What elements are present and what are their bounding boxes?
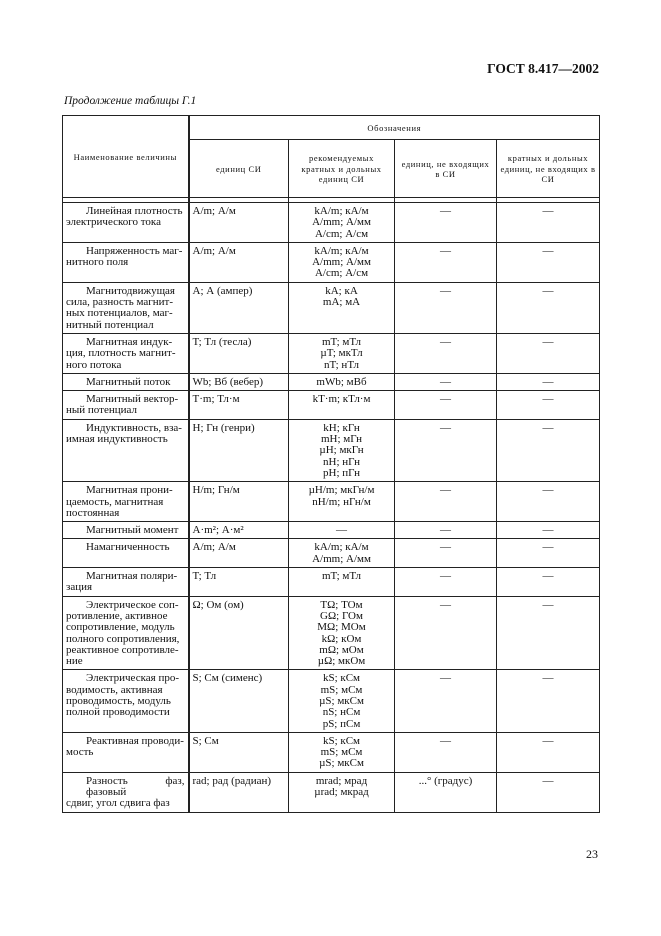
- quantity-name-line: Магнитный поток: [86, 375, 171, 388]
- quantity-name-line: нитного поля: [66, 256, 129, 269]
- quantity-name-line: Электрическое соп-: [86, 598, 179, 611]
- non-si-unit-cell: —: [395, 539, 497, 568]
- quantity-name-cell: [63, 522, 189, 539]
- non-si-multiple-cell: —: [497, 419, 600, 481]
- recommended-units-cell: [289, 419, 395, 481]
- recommended-unit: nH; нГн: [323, 455, 360, 468]
- recommended-units-cell: [289, 732, 395, 772]
- quantity-name-line: ных потенциалов, маг-: [66, 307, 173, 320]
- quantity-name-line: Индуктивность, вза-: [86, 421, 182, 434]
- recommended-unit: A/mm; А/мм: [312, 552, 371, 565]
- si-unit-cell: S; См: [189, 732, 289, 772]
- recommended-unit: nS; нСм: [322, 706, 361, 719]
- recommended-unit: kH; кГн: [323, 421, 360, 434]
- header-quantity-name: Наименование величины: [63, 116, 189, 198]
- si-unit-cell: A; А (ампер): [189, 282, 289, 333]
- quantity-name-line: ция, плотность магнит-: [66, 347, 176, 360]
- recommended-units-cell: [289, 391, 395, 420]
- recommended-unit: µH/m; мкГн/м: [308, 484, 375, 497]
- quantity-name-cell: [63, 373, 189, 390]
- quantity-name-line: Магнитная поляри-: [86, 570, 178, 583]
- header-non-si-units: единиц, не входящих в СИ: [395, 140, 497, 198]
- recommended-unit: µΩ; мкОм: [317, 655, 366, 668]
- recommended-unit: kA/m; кА/м: [314, 541, 369, 554]
- recommended-units-cell: [289, 242, 395, 282]
- recommended-unit: pH; пГн: [323, 466, 360, 479]
- table-row: [63, 522, 600, 539]
- recommended-unit: µS; мкСм: [319, 694, 364, 707]
- quantity-name-line: полного сопротивления,: [66, 632, 180, 645]
- recommended-unit: A/mm; А/мм: [312, 216, 371, 229]
- table-row: [63, 391, 600, 420]
- recommended-unit: mT; мТл: [321, 570, 362, 583]
- quantity-name-line: Намагниченность: [86, 541, 170, 554]
- non-si-multiple-cell: —: [497, 482, 600, 522]
- quantity-name-cell: [63, 242, 189, 282]
- non-si-multiple-cell: —: [497, 242, 600, 282]
- recommended-units-cell: [289, 282, 395, 333]
- si-unit-cell: T; Тл: [189, 568, 289, 597]
- units-table: [62, 115, 600, 813]
- quantity-name-line: водимость, активная: [66, 683, 163, 696]
- quantity-name-line: зация: [66, 581, 93, 594]
- recommended-units-cell: [289, 373, 395, 390]
- table-row: [63, 333, 600, 373]
- non-si-multiple-cell: —: [497, 670, 600, 732]
- quantity-name-line: Электрическая про-: [86, 672, 180, 685]
- table-row: [63, 419, 600, 481]
- document-header: ГОСТ 8.417—2002: [487, 61, 599, 76]
- table-row: [63, 539, 600, 568]
- quantity-name-line: ного потока: [66, 358, 122, 371]
- si-unit-cell: H/m; Гн/м: [189, 482, 289, 522]
- si-unit-cell: T; Тл (тесла): [189, 333, 289, 373]
- table-row: [63, 242, 600, 282]
- recommended-unit: TΩ; ТОм: [320, 598, 363, 611]
- quantity-name-cell: [63, 391, 189, 420]
- recommended-unit: nT; нТл: [324, 358, 359, 371]
- recommended-unit: kS; кСм: [322, 672, 361, 685]
- non-si-multiple-cell: —: [497, 282, 600, 333]
- non-si-multiple-cell: —: [497, 333, 600, 373]
- recommended-units-cell: [289, 568, 395, 597]
- quantity-name-cell: [63, 732, 189, 772]
- recommended-unit: —: [336, 524, 347, 537]
- page-number: 23: [586, 847, 598, 861]
- quantity-name-cell: [63, 482, 189, 522]
- recommended-unit: µT; мкТл: [320, 347, 363, 360]
- quantity-name-line: сдвиг, угол сдвига фаз: [66, 797, 170, 810]
- quantity-name-line: Магнитный вектор-: [86, 393, 179, 406]
- non-si-unit-cell: —: [395, 391, 497, 420]
- quantity-name-line: электрического тока: [66, 216, 161, 229]
- non-si-unit-cell: —: [395, 482, 497, 522]
- non-si-unit-cell: —: [395, 419, 497, 481]
- quantity-name-cell: [63, 539, 189, 568]
- table-row: [63, 596, 600, 670]
- non-si-unit-cell: —: [395, 596, 497, 670]
- si-unit-cell: S; См (сименс): [189, 670, 289, 732]
- si-unit-cell: A/m; А/м: [189, 242, 289, 282]
- non-si-unit-cell: —: [395, 670, 497, 732]
- header-non-si-multiples: кратных и дольных единиц, не входящих в СИ: [497, 140, 600, 198]
- recommended-unit: mS; мСм: [320, 683, 363, 696]
- non-si-multiple-cell: —: [497, 772, 600, 812]
- quantity-name-cell: [63, 670, 189, 732]
- quantity-name-line: Линейная плотность: [86, 205, 183, 217]
- quantity-name-cell: [63, 568, 189, 597]
- quantity-name-line: реактивное сопротивле-: [66, 643, 179, 656]
- quantity-name-line: полной проводимости: [66, 706, 170, 719]
- table-caption: Продолжение таблицы Г.1: [64, 95, 197, 107]
- quantity-name-cell: [63, 419, 189, 481]
- quantity-name-cell: [63, 772, 189, 812]
- si-unit-cell: A·m²; А·м²: [189, 522, 289, 539]
- recommended-unit: A/cm; А/см: [314, 267, 369, 280]
- quantity-name-cell: [63, 203, 189, 243]
- non-si-unit-cell: —: [395, 732, 497, 772]
- quantity-name-line: цаемость, магнитная: [66, 495, 164, 508]
- si-unit-cell: Wb; Вб (вебер): [189, 373, 289, 390]
- recommended-unit: mT; мТл: [321, 335, 362, 348]
- recommended-unit: kA/m; кА/м: [314, 205, 369, 217]
- recommended-unit: mΩ; мОм: [319, 643, 364, 656]
- recommended-units-cell: [289, 772, 395, 812]
- quantity-name-line: Магнитный момент: [86, 524, 179, 537]
- table-row: [63, 282, 600, 333]
- non-si-multiple-cell: —: [497, 732, 600, 772]
- non-si-unit-cell: —: [395, 203, 497, 243]
- quantity-name-line: мость: [66, 746, 94, 759]
- quantity-name-line: Разность фаз, фазовый: [86, 774, 185, 799]
- quantity-name-line: постоянная: [66, 506, 120, 519]
- table-row: [63, 772, 600, 812]
- table-row: [63, 203, 600, 243]
- recommended-units-cell: [289, 539, 395, 568]
- table-row: [63, 568, 600, 597]
- header-recommended-units: рекомендуемых кратных и дольных единиц СИ: [289, 140, 395, 198]
- non-si-unit-cell: —: [395, 242, 497, 282]
- recommended-unit: mrad; мрад: [315, 774, 368, 787]
- non-si-multiple-cell: —: [497, 391, 600, 420]
- recommended-unit: µrad; мкрад: [314, 786, 369, 799]
- recommended-units-cell: [289, 670, 395, 732]
- non-si-unit-cell: —: [395, 373, 497, 390]
- table-row: [63, 670, 600, 732]
- recommended-unit: GΩ; ГОм: [320, 609, 363, 622]
- recommended-unit: µH; мкГн: [319, 444, 364, 457]
- non-si-multiple-cell: —: [497, 539, 600, 568]
- recommended-unit: kA/m; кА/м: [314, 244, 369, 257]
- non-si-unit-cell: ...° (градус): [395, 772, 497, 812]
- si-unit-cell: Ω; Ом (ом): [189, 596, 289, 670]
- non-si-multiple-cell: —: [497, 203, 600, 243]
- quantity-name-line: ный потенциал: [66, 404, 137, 417]
- non-si-unit-cell: —: [395, 568, 497, 597]
- non-si-unit-cell: —: [395, 333, 497, 373]
- quantity-name-cell: [63, 333, 189, 373]
- non-si-multiple-cell: —: [497, 373, 600, 390]
- recommended-unit: kA; кА: [325, 284, 358, 297]
- recommended-unit: mS; мСм: [320, 746, 363, 759]
- non-si-multiple-cell: —: [497, 568, 600, 597]
- quantity-name-line: сопротивление, модуль: [66, 621, 175, 634]
- si-unit-cell: A/m; А/м: [189, 203, 289, 243]
- non-si-multiple-cell: —: [497, 522, 600, 539]
- recommended-units-cell: [289, 333, 395, 373]
- recommended-unit: kS; кСм: [322, 734, 361, 747]
- quantity-name-line: ние: [66, 655, 83, 668]
- recommended-unit: mA; мА: [322, 296, 361, 309]
- quantity-name-cell: [63, 282, 189, 333]
- si-unit-cell: T·m; Тл·м: [189, 391, 289, 420]
- recommended-unit: kΩ; кОм: [321, 632, 362, 645]
- non-si-unit-cell: —: [395, 282, 497, 333]
- recommended-unit: A/cm; А/см: [314, 227, 369, 240]
- recommended-units-cell: [289, 482, 395, 522]
- non-si-unit-cell: —: [395, 522, 497, 539]
- recommended-unit: A/mm; А/мм: [312, 256, 371, 269]
- quantity-name-line: Реактивная проводи-: [86, 734, 184, 747]
- quantity-name-line: ротивление, активное: [66, 609, 168, 622]
- header-designations: Обозначения: [189, 116, 600, 140]
- quantity-name-line: Магнитная прони-: [86, 484, 173, 497]
- table-row: [63, 732, 600, 772]
- quantity-name-line: имная индуктивность: [66, 433, 168, 446]
- recommended-unit: MΩ; МОм: [317, 621, 366, 634]
- recommended-unit: mH; мГн: [320, 433, 363, 446]
- table-row: [63, 482, 600, 522]
- recommended-unit: pS; пСм: [322, 717, 361, 730]
- header-si-units: единиц СИ: [189, 140, 289, 198]
- table-row: [63, 373, 600, 390]
- quantity-name-line: Магнитная индук-: [86, 335, 173, 348]
- quantity-name-line: Напряженность маг-: [86, 244, 183, 257]
- recommended-unit: µS; мкСм: [319, 757, 364, 770]
- quantity-name-line: проводимость, модуль: [66, 694, 171, 707]
- quantity-name-line: сила, разность магнит-: [66, 296, 174, 309]
- si-unit-cell: H; Гн (генри): [189, 419, 289, 481]
- recommended-unit: kT·m; кТл·м: [312, 393, 371, 406]
- recommended-units-cell: [289, 596, 395, 670]
- quantity-name-cell: [63, 596, 189, 670]
- si-unit-cell: A/m; А/м: [189, 539, 289, 568]
- recommended-unit: nH/m; нГн/м: [312, 495, 371, 508]
- quantity-name-line: Магнитодвижущая: [86, 284, 175, 297]
- recommended-unit: mWb; мВб: [316, 375, 367, 388]
- recommended-units-cell: [289, 203, 395, 243]
- quantity-name-line: нитный потенциал: [66, 318, 154, 331]
- recommended-units-cell: [289, 522, 395, 539]
- si-unit-cell: rad; рад (радиан): [189, 772, 289, 812]
- non-si-multiple-cell: —: [497, 596, 600, 670]
